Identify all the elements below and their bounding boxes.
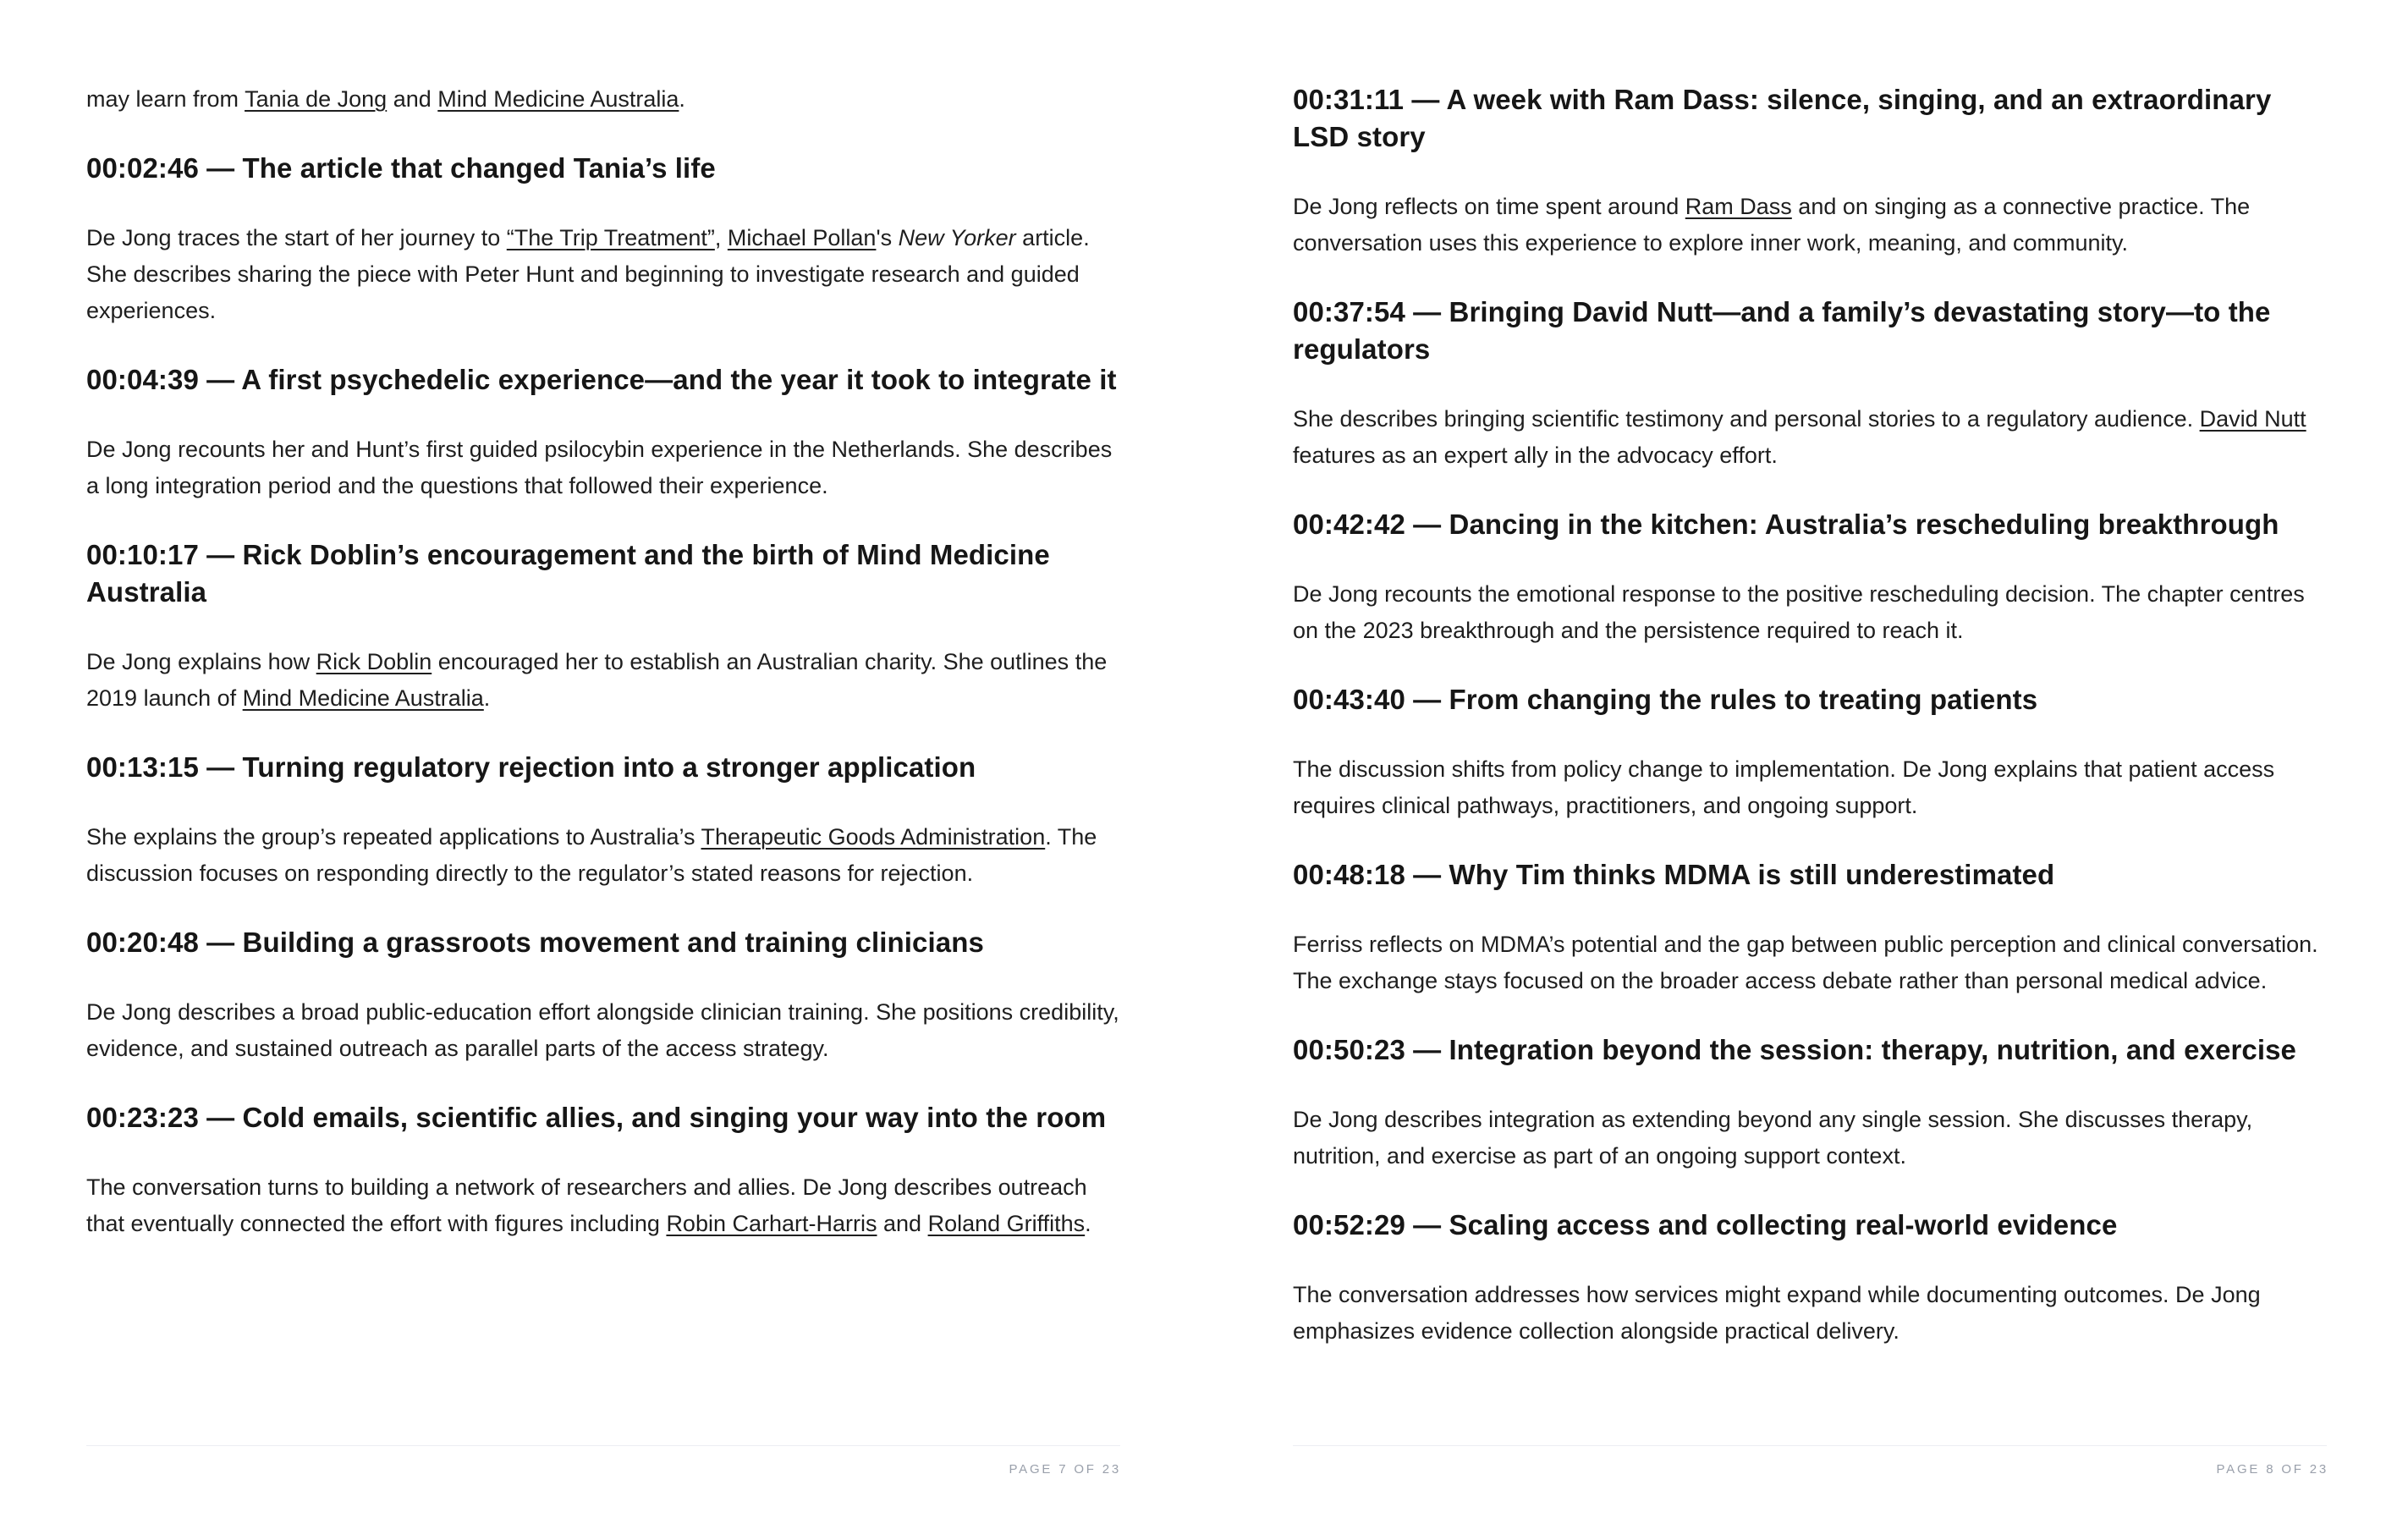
text-run: and on singing as a connective practice. The conversation uses this experience to explore inner work, meaning, and community.: [1293, 194, 2251, 256]
text-run: The conversation addresses how services might expand while documenting outcomes. De Jong emphasizes evidence collection alongside practical delivery.: [1293, 1282, 2261, 1344]
link-ram-dass[interactable]: Ram Dass: [1685, 194, 1792, 219]
text-run: .: [483, 685, 491, 711]
chapter-heading: 00:10:17 — Rick Doblin’s encouragement and the birth of Mind Medicine Australia: [86, 539, 1050, 608]
page-left-content: [86, 81, 1120, 1242]
text-run: and: [877, 1211, 928, 1236]
chapter-heading: 00:31:11 — A week with Ram Dass: silence, singing, and an extraordinary LSD story: [1293, 84, 2272, 152]
link-rick-doblin[interactable]: Rick Doblin: [316, 649, 432, 674]
text-run: The discussion shifts from policy change to implementation. De Jong explains that patient access requires clinical pathways, practitioners, and ongoing support.: [1293, 756, 2275, 818]
text-run: article. She describes sharing the piece with Peter Hunt and beginning to investigate research and guided experiences.: [86, 225, 1090, 323]
text-run: . The discussion focuses on responding directly to the regulator’s stated reasons for rejection.: [86, 824, 1097, 886]
chapter-heading: 00:23:23 — Cold emails, scientific allies, and singing your way into the room: [86, 1102, 1107, 1133]
text-run: features as an expert ally in the advocacy effort.: [1293, 443, 1778, 468]
text-run: De Jong recounts her and Hunt’s first guided psilocybin experience in the Netherlands. She describes a long integration period and the questions that followed their experience.: [86, 437, 1113, 498]
chapter-summary: [1293, 401, 2327, 474]
text-run: may learn from: [86, 86, 245, 112]
chapter-summary: [86, 994, 1120, 1067]
chapter-heading: 00:48:18 — Why Tim thinks MDMA is still underestimated: [1293, 859, 2055, 890]
chapter-summary: [86, 220, 1120, 329]
text-run: and: [387, 86, 438, 112]
page-right: [1293, 0, 2327, 1540]
text-run: She explains the group’s repeated applications to Australia’s: [86, 824, 701, 850]
chapter-summary: [1293, 751, 2327, 824]
lead-paragraph: [86, 81, 1120, 118]
text-run: Ferriss reflects on MDMA’s potential and the gap between public perception and clinical conversation. The exchange stays focused on the broader access debate rather than personal medical advice.: [1293, 932, 2318, 993]
link-mind-medicine-australia[interactable]: Mind Medicine Australia: [437, 86, 679, 112]
chapter-summary: [86, 644, 1120, 717]
chapter-summary: [86, 1169, 1120, 1242]
chapter-heading: 00:13:15 — Turning regulatory rejection into a stronger application: [86, 751, 976, 783]
text-run: .: [1085, 1211, 1091, 1236]
chapter-summary: [86, 432, 1120, 504]
text-run: De Jong describes a broad public-education effort alongside clinician training. She positions credibility, evidence, and sustained outreach as parallel parts of the access strategy.: [86, 999, 1119, 1061]
text-run: De Jong describes integration as extending beyond any single session. She discusses therapy, nutrition, and exercise as part of an ongoing support context.: [1293, 1107, 2253, 1169]
footer-divider: [86, 1445, 1120, 1446]
chapter-heading: 00:04:39 — A first psychedelic experience—and the year it took to integrate it: [86, 364, 1117, 395]
chapter-heading: 00:42:42 — Dancing in the kitchen: Australia’s rescheduling breakthrough: [1293, 509, 2279, 540]
text-run: 's: [876, 225, 899, 250]
chapter-summary: [1293, 1277, 2327, 1350]
text-run: De Jong traces the start of her journey to: [86, 225, 507, 250]
link-roland-griffiths[interactable]: Roland Griffiths: [927, 1211, 1086, 1236]
chapter-heading: 00:50:23 — Integration beyond the session: therapy, nutrition, and exercise: [1293, 1034, 2297, 1065]
link-tania-de-jong[interactable]: Tania de Jong: [245, 86, 388, 112]
link-david-nutt[interactable]: David Nutt: [2199, 406, 2306, 432]
chapter-heading: 00:52:29 — Scaling access and collecting real-world evidence: [1293, 1209, 2118, 1240]
text-run: .: [679, 86, 685, 112]
link-mind-medicine-australia[interactable]: Mind Medicine Australia: [242, 685, 484, 711]
page-right-content: [1293, 81, 2327, 1350]
text-run: The conversation turns to building a network of researchers and allies. De Jong describes outreach that eventually connected the effort with figures including: [86, 1174, 1087, 1236]
link-michael-pollan[interactable]: Michael Pollan: [727, 225, 877, 250]
publication-name: New Yorker: [898, 225, 1016, 250]
text-run: De Jong explains how: [86, 649, 316, 674]
chapter-summary: [1293, 189, 2327, 261]
text-run: She describes bringing scientific testimony and personal stories to a regulatory audience.: [1293, 406, 2200, 432]
chapter-summary: [86, 819, 1120, 892]
page-left: [86, 0, 1120, 1540]
chapter-heading: 00:20:48 — Building a grassroots movement and training clinicians: [86, 927, 984, 958]
chapter-summary: [1293, 1102, 2327, 1174]
chapter-summary: [1293, 576, 2327, 649]
chapter-summary: [1293, 927, 2327, 999]
link-the-trip-treatment[interactable]: “The Trip Treatment”: [506, 225, 715, 250]
text-run: De Jong reflects on time spent around: [1293, 194, 1685, 219]
chapter-heading: 00:02:46 — The article that changed Tania’s life: [86, 152, 716, 184]
text-run: ,: [714, 225, 728, 250]
text-run: De Jong recounts the emotional response to the positive rescheduling decision. The chapter centres on the 2023 breakthrough and the persistence required to reach it.: [1293, 581, 2305, 643]
chapter-heading: 00:43:40 — From changing the rules to treating patients: [1293, 684, 2038, 715]
page-number: PAGE 8 OF 23: [2216, 1462, 2328, 1477]
text-run: encouraged her to establish an Australian charity. She outlines the 2019 launch of: [86, 649, 1108, 711]
link-robin-carhart-harris[interactable]: Robin Carhart-Harris: [666, 1211, 877, 1236]
footer-divider: [1293, 1445, 2327, 1446]
page-number: PAGE 7 OF 23: [1009, 1462, 1121, 1477]
link-therapeutic-goods-administration[interactable]: Therapeutic Goods Administration: [701, 824, 1046, 850]
chapter-heading: 00:37:54 — Bringing David Nutt—and a family’s devastating story—to the regulators: [1293, 296, 2271, 365]
